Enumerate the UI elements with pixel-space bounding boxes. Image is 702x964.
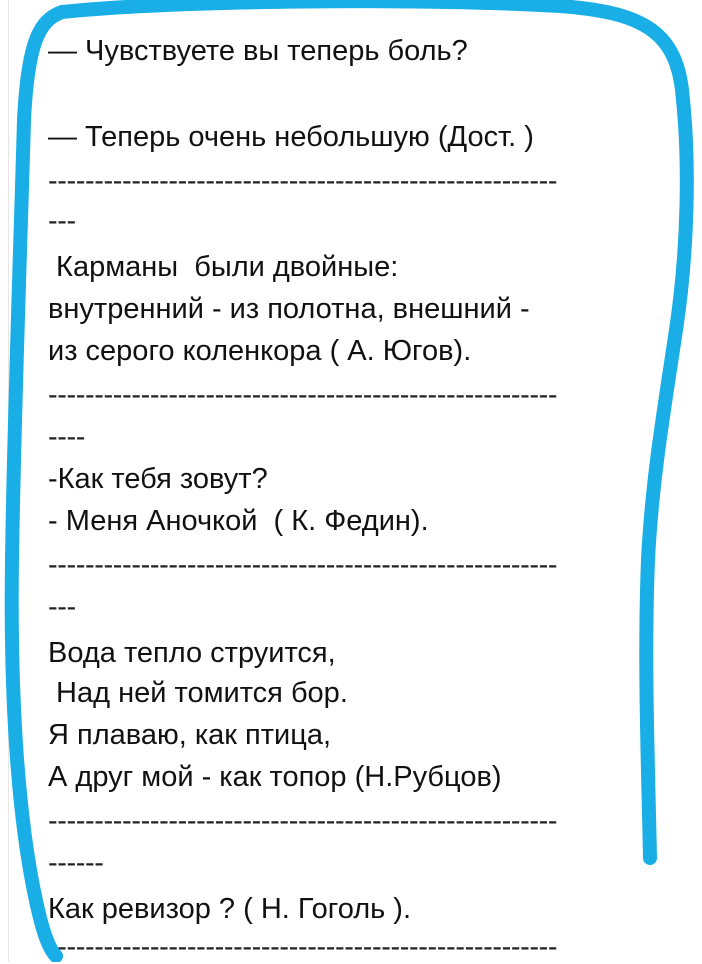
dialogue-line: - Меня Аночкой ( К. Федин).: [48, 505, 429, 537]
dialogue-line: -Как тебя зовут?: [48, 463, 268, 495]
separator-tail: ---: [48, 591, 76, 623]
separator-tail: ----: [48, 421, 86, 453]
separator-tail: ---: [48, 205, 76, 237]
poem-line: А друг мой - как топор (Н.Рубцов): [48, 761, 502, 793]
separator-line: -------------------------------------------------------: [48, 549, 558, 581]
separator-line: -------------------------------------------------------: [48, 379, 558, 411]
separator-line: -------------------------------------------------------: [48, 805, 558, 837]
dialogue-line-1: — Чувствуете вы теперь боль?: [48, 35, 468, 67]
separator-tail: ------: [48, 847, 104, 879]
quote-line: Карманы были двойные:: [48, 251, 399, 283]
separator-line: -------------------------------------------------------: [48, 165, 558, 197]
dialogue-line-2: — Теперь очень небольшую (Дост. ): [48, 121, 534, 153]
quote-line: из серого коленкора ( А. Югов).: [48, 335, 472, 367]
question-line: Как ревизор ? ( Н. Гоголь ).: [48, 893, 411, 925]
poem-line: Над ней томится бор.: [48, 677, 348, 709]
quote-line: внутренний - из полотна, внешний -: [48, 293, 530, 325]
poem-line: Вода тепло струится,: [48, 637, 336, 669]
separator-line: -------------------------------------------------------: [48, 931, 558, 963]
poem-line: Я плаваю, как птица,: [48, 719, 332, 751]
